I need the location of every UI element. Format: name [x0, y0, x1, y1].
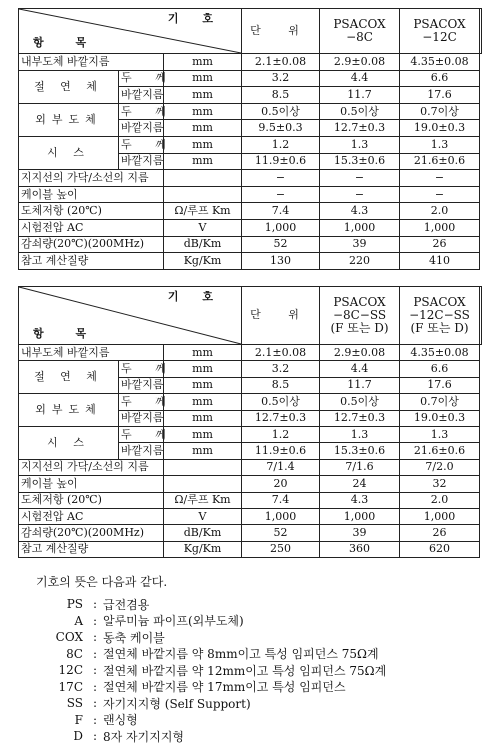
table-row — [19, 136, 482, 153]
row-value: − — [320, 170, 400, 187]
row-label: 시험전압 AC — [19, 508, 164, 524]
row-value: 1.3 — [320, 136, 400, 153]
legend-desc: 급전겸용 — [103, 597, 150, 612]
legend-item — [28, 646, 386, 663]
row-value: 39 — [320, 525, 400, 541]
row-value: 52 — [242, 525, 320, 541]
legend-abbr: COX — [55, 630, 83, 645]
row-label: 내부도체 바깥지름 — [19, 345, 164, 361]
row-value: 11.9±0.6 — [242, 153, 320, 170]
product-name-line: −8C−SS — [332, 307, 387, 322]
row-value: − — [320, 186, 400, 203]
row-value: 1.3 — [320, 426, 400, 442]
row-unit — [164, 170, 242, 187]
row-label: 참고 계산질량 — [19, 541, 164, 557]
row-sub-label: 두 께 — [119, 136, 164, 153]
legend-colon: : — [92, 630, 98, 645]
product-header — [400, 9, 480, 54]
row-value: − — [242, 170, 320, 187]
row-unit: Kg/Km — [164, 253, 242, 270]
row-label: 도체저항 (20℃) — [19, 492, 164, 508]
row-value: 8.5 — [242, 377, 320, 393]
row-sub-label: 두 께 — [119, 394, 164, 410]
row-label: 케이블 높이 — [19, 186, 164, 203]
row-value: 1.3 — [400, 426, 480, 442]
legend-desc: 랜싱형 — [103, 713, 138, 728]
row-value: 12.7±0.3 — [320, 410, 400, 426]
header-symbol: 기 호 — [167, 290, 224, 303]
table-row — [19, 219, 482, 236]
row-value: 1,000 — [320, 508, 400, 524]
row-value: 7.4 — [242, 492, 320, 508]
legend-abbr: PS — [66, 597, 83, 612]
row-value: 2.0 — [400, 492, 480, 508]
row-value: 11.7 — [320, 87, 400, 104]
row-value: 220 — [320, 253, 400, 270]
row-sub-label: 바깥지름 — [119, 443, 164, 459]
row-value: 17.6 — [400, 377, 480, 393]
row-value: 9.5±0.3 — [242, 120, 320, 137]
row-value: 20 — [242, 476, 320, 492]
legend-desc: 자기지지형 (Self Support) — [103, 696, 251, 711]
row-label: 케이블 높이 — [19, 476, 164, 492]
row-value: 1,000 — [242, 508, 320, 524]
table-row — [19, 541, 482, 557]
row-value: 11.7 — [320, 377, 400, 393]
row-unit: mm — [164, 345, 242, 361]
row-value: 26 — [400, 525, 480, 541]
legend-abbr: SS — [66, 696, 83, 711]
legend-intro: 기호의 뜻은 다음과 같다. — [36, 575, 168, 589]
legend-colon: : — [92, 597, 98, 612]
table-row — [19, 476, 482, 492]
table-row — [19, 186, 482, 203]
row-value: 0.5이상 — [242, 394, 320, 410]
row-value: 15.3±0.6 — [320, 153, 400, 170]
row-unit: mm — [164, 153, 242, 170]
row-unit: V — [164, 508, 242, 524]
row-unit: mm — [164, 443, 242, 459]
table-row — [19, 459, 482, 475]
row-value: 1,000 — [320, 219, 400, 236]
row-value: 6.6 — [400, 361, 480, 377]
row-value: 52 — [242, 236, 320, 253]
row-unit — [164, 186, 242, 203]
row-value: 4.3 — [320, 492, 400, 508]
row-unit: mm — [164, 103, 242, 120]
header-unit: 단 위 — [242, 9, 320, 54]
row-value: 1,000 — [242, 219, 320, 236]
row-unit: mm — [164, 70, 242, 87]
row-value: − — [400, 170, 480, 187]
row-unit: mm — [164, 87, 242, 104]
legend-item — [28, 613, 386, 630]
row-value: 2.1±0.08 — [242, 345, 320, 361]
row-unit: Ω/루프 Km — [164, 492, 242, 508]
row-label: 참고 계산질량 — [19, 253, 164, 270]
table-row — [19, 492, 482, 508]
legend — [28, 573, 386, 745]
legend-colon: : — [92, 729, 98, 744]
table-row — [19, 54, 482, 71]
row-value: 4.4 — [320, 361, 400, 377]
row-value: 3.2 — [242, 70, 320, 87]
legend-item — [28, 662, 386, 679]
product-header — [480, 287, 482, 345]
table-row — [19, 345, 482, 361]
table-row — [19, 361, 482, 377]
legend-desc: 절연체 바깥지름 약 8mm이고 특성 임피던스 75Ω계 — [103, 647, 379, 662]
row-value: 1,000 — [400, 508, 480, 524]
legend-desc: 절연체 바깥지름 약 17mm이고 특성 임피던스 — [103, 680, 346, 695]
row-label: 도체저항 (20℃) — [19, 203, 164, 220]
table-row — [19, 426, 482, 442]
legend-desc: 동축 케이블 — [103, 630, 165, 645]
row-label: 감쇠량(20℃)(200MHz) — [19, 236, 164, 253]
row-sub-label: 바깥지름 — [119, 120, 164, 137]
row-value: 15.3±0.6 — [320, 443, 400, 459]
product-header — [400, 287, 480, 345]
legend-colon: : — [92, 696, 98, 711]
row-value: 1.3 — [400, 136, 480, 153]
row-unit: mm — [164, 426, 242, 442]
legend-item — [28, 596, 386, 613]
row-value: 1.2 — [242, 426, 320, 442]
row-value: 7/1.4 — [242, 459, 320, 475]
table-row — [19, 70, 482, 87]
legend-abbr: F — [74, 712, 83, 727]
table-row — [19, 394, 482, 410]
product-name-line: (F 또는 D) — [330, 321, 389, 336]
table-row — [19, 253, 482, 270]
row-unit: mm — [164, 394, 242, 410]
legend-item — [28, 712, 386, 729]
row-unit: mm — [164, 410, 242, 426]
legend-abbr: 12C — [58, 663, 83, 678]
header-item: 항 목 — [33, 35, 101, 49]
table-row — [19, 103, 482, 120]
row-sub-label: 바깥지름 — [119, 377, 164, 393]
row-sub-label: 두 께 — [119, 70, 164, 87]
legend-item — [28, 728, 386, 745]
row-group-label: 절 연 체 — [19, 361, 119, 394]
legend-abbr: 8C — [66, 646, 83, 661]
row-unit: mm — [164, 120, 242, 137]
row-value: 4.4 — [320, 70, 400, 87]
legend-desc: 알루미늄 파이프(외부도체) — [103, 614, 244, 629]
row-value: 6.6 — [400, 70, 480, 87]
product-header — [480, 9, 482, 54]
legend-colon: : — [92, 663, 98, 678]
row-label: 내부도체 바깥지름 — [19, 54, 164, 71]
row-sub-label: 두 께 — [119, 361, 164, 377]
legend-abbr: 17C — [58, 679, 83, 694]
header-unit: 단 위 — [242, 287, 320, 345]
row-unit: mm — [164, 54, 242, 71]
row-unit — [164, 476, 242, 492]
row-value: 21.6±0.6 — [400, 443, 480, 459]
row-value: 19.0±0.3 — [400, 120, 480, 137]
product-name-line: PSACOX — [333, 16, 386, 31]
row-value: 11.9±0.6 — [242, 443, 320, 459]
row-value: − — [400, 186, 480, 203]
legend-colon: : — [92, 646, 98, 661]
row-label: 시험전압 AC — [19, 219, 164, 236]
row-value: 39 — [320, 236, 400, 253]
spec-table-2 — [18, 286, 482, 558]
row-value: 24 — [320, 476, 400, 492]
row-value: 7/2.0 — [400, 459, 480, 475]
product-name-line: −8C — [346, 30, 373, 44]
product-header — [320, 287, 400, 345]
header-symbol-item-cell — [19, 287, 242, 345]
row-value: 130 — [242, 253, 320, 270]
legend-colon: : — [92, 613, 98, 628]
product-name-line: (F 또는 D) — [410, 321, 469, 336]
row-value: 620 — [400, 541, 480, 557]
table-row — [19, 236, 482, 253]
row-group-label: 절 연 체 — [19, 70, 119, 103]
row-value: 4.3 — [320, 203, 400, 220]
row-value: 1.2 — [242, 136, 320, 153]
row-value: 0.5이상 — [242, 103, 320, 120]
row-label: 지지선의 가닥/소선의 지름 — [19, 459, 164, 475]
legend-desc: 절연체 바깥지름 약 12mm이고 특성 임피던스 75Ω계 — [103, 663, 387, 678]
row-value: 12.7±0.3 — [242, 410, 320, 426]
row-unit: Kg/Km — [164, 541, 242, 557]
product-name-line: −12C−SS — [409, 307, 470, 322]
table-row — [19, 508, 482, 524]
legend-item — [28, 629, 386, 646]
legend-colon: : — [92, 679, 98, 694]
row-group-label: 외부도체 — [19, 394, 119, 427]
row-unit — [164, 459, 242, 475]
row-sub-label: 바깥지름 — [119, 153, 164, 170]
legend-item — [28, 679, 386, 696]
legend-list — [28, 596, 386, 745]
row-unit: V — [164, 219, 242, 236]
row-value: 0.5이상 — [320, 103, 400, 120]
row-sub-label: 두 께 — [119, 426, 164, 442]
header-item: 항 목 — [33, 326, 101, 340]
row-value: 8.5 — [242, 87, 320, 104]
table-row — [19, 525, 482, 541]
row-value: 19.0±0.3 — [400, 410, 480, 426]
row-value: 26 — [400, 236, 480, 253]
row-value: 410 — [400, 253, 480, 270]
row-unit: Ω/루프 Km — [164, 203, 242, 220]
row-unit: mm — [164, 377, 242, 393]
row-label: 지지선의 가닥/소선의 지름 — [19, 170, 164, 187]
product-name-line: PSACOX — [413, 294, 466, 309]
row-value: 0.5이상 — [320, 394, 400, 410]
row-value: 360 — [320, 541, 400, 557]
legend-abbr: A — [74, 613, 83, 628]
row-value: 32 — [400, 476, 480, 492]
row-group-label: 시 스 — [19, 426, 119, 459]
row-value: 17.6 — [400, 87, 480, 104]
header-symbol-item-cell — [19, 9, 242, 54]
row-value: − — [242, 186, 320, 203]
row-group-label: 시 스 — [19, 136, 119, 169]
spec-table-1 — [18, 8, 482, 270]
table-row — [19, 170, 482, 187]
row-value: 7/1.6 — [320, 459, 400, 475]
row-value: 4.35±0.08 — [400, 345, 480, 361]
row-value: 4.35±0.08 — [400, 54, 480, 71]
row-value: 2.1±0.08 — [242, 54, 320, 71]
row-value: 250 — [242, 541, 320, 557]
row-value: 21.6±0.6 — [400, 153, 480, 170]
row-value: 2.0 — [400, 203, 480, 220]
row-sub-label: 바깥지름 — [119, 87, 164, 104]
header-row — [19, 9, 482, 54]
row-value: 1,000 — [400, 219, 480, 236]
header-symbol: 기 호 — [167, 12, 224, 25]
legend-abbr: D — [73, 729, 83, 744]
row-value: 3.2 — [242, 361, 320, 377]
row-unit: dB/Km — [164, 525, 242, 541]
row-value: 2.9±0.08 — [320, 345, 400, 361]
product-name-line: −12C — [422, 30, 457, 44]
table-row — [19, 203, 482, 220]
product-header — [320, 9, 400, 54]
legend-colon: : — [92, 712, 98, 727]
row-value: 12.7±0.3 — [320, 120, 400, 137]
product-name-line: PSACOX — [413, 16, 466, 31]
row-value: 2.9±0.08 — [320, 54, 400, 71]
row-sub-label: 바깥지름 — [119, 410, 164, 426]
row-sub-label: 두 께 — [119, 103, 164, 120]
legend-item — [28, 695, 386, 712]
row-unit: mm — [164, 136, 242, 153]
row-group-label: 외부도체 — [19, 103, 119, 136]
row-value: 0.7이상 — [400, 394, 480, 410]
legend-desc: 8자 자기지지형 — [103, 729, 185, 744]
row-value: 0.7이상 — [400, 103, 480, 120]
row-unit: dB/Km — [164, 236, 242, 253]
row-value: 7.4 — [242, 203, 320, 220]
header-row — [19, 287, 482, 345]
row-label: 감쇠량(20℃)(200MHz) — [19, 525, 164, 541]
row-unit: mm — [164, 361, 242, 377]
product-name-line: PSACOX — [333, 294, 386, 309]
